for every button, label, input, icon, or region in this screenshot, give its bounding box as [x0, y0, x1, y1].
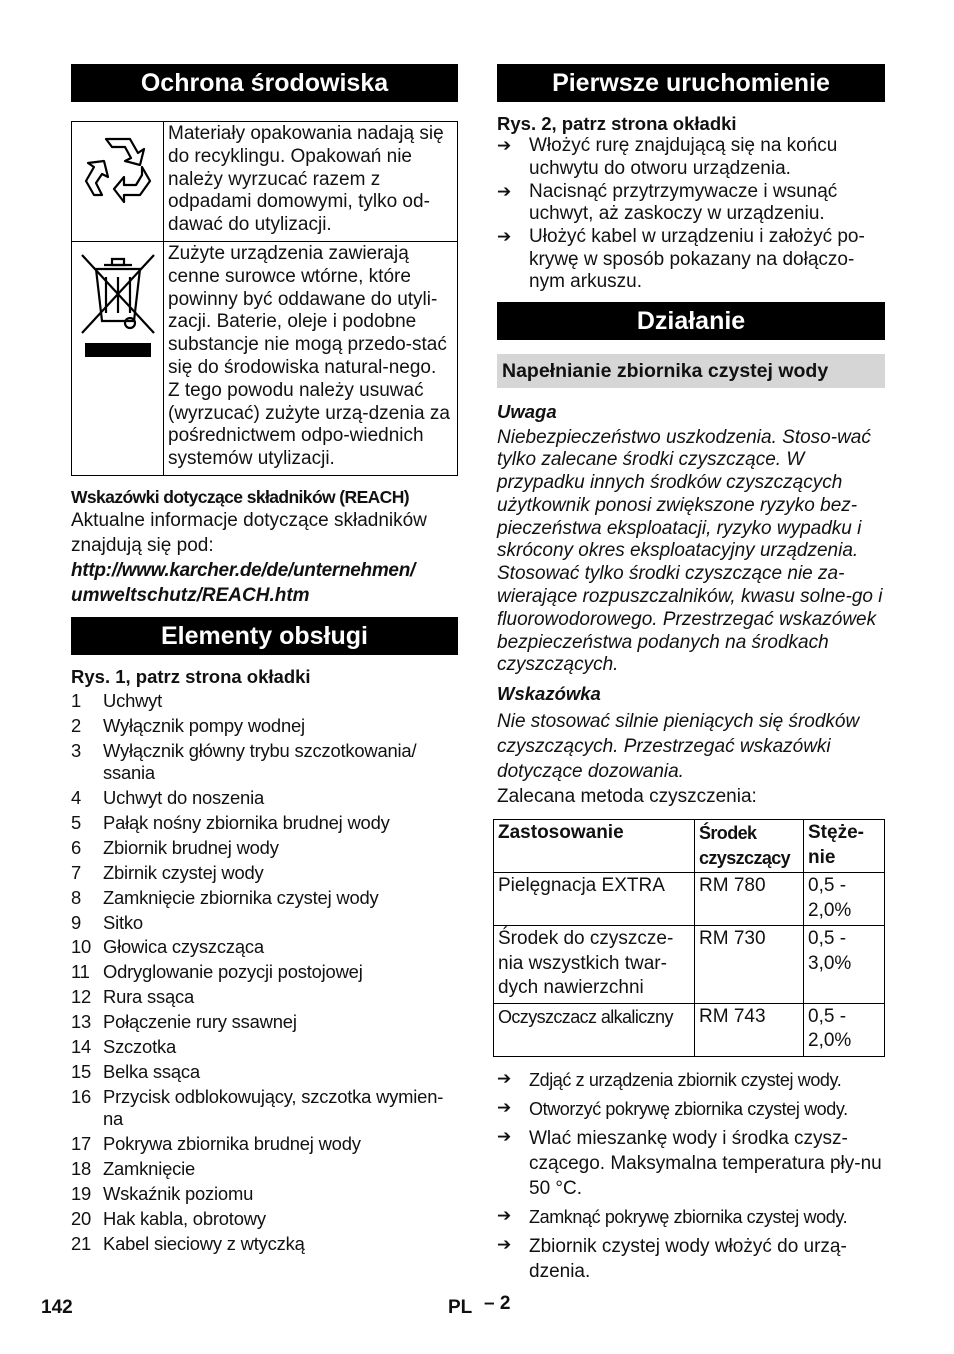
step-item [497, 135, 885, 180]
item-number: 12 [71, 986, 92, 1008]
table-cell: 0,5 - 3,0% [804, 926, 885, 1004]
list-item [71, 1061, 458, 1084]
item-label: Szczotka [103, 1036, 177, 1058]
list-item [71, 690, 458, 713]
item-label: Uchwyt [103, 689, 163, 711]
env-row-packaging [72, 122, 458, 242]
list-item [71, 986, 458, 1009]
item-label: Zbirnik czystej wody [103, 861, 264, 883]
table-cell: Środek do czyszcze-nia wszystkich twar-dych nawierzchni [494, 926, 695, 1004]
list-item [71, 812, 458, 835]
crossed-bin-icon [78, 251, 158, 361]
reach-block [71, 486, 458, 608]
step-text: Wlać mieszankę wody i środka czysz-czącego. Maksymalna temperatura pły-nu 50 °C. [529, 1127, 882, 1199]
arrow-right-icon: ➔ [497, 181, 512, 201]
step-text: Otworzyć pokrywę zbiornika czystej wody. [529, 1098, 848, 1119]
table-cell: RM 743 [695, 1003, 804, 1056]
env-icon-cell [72, 122, 164, 242]
step-item [497, 1068, 885, 1093]
item-label: Uchwyt do noszenia [103, 787, 264, 809]
step-text: Włożyć rurę znajdującą się na końcu uchwytu do otworu urządzenia. [529, 135, 838, 179]
page-subnumber: – 2 [484, 1293, 511, 1314]
list-item [71, 787, 458, 810]
table-header-concentration: Stęże-nie [804, 820, 885, 873]
item-number: 1 [71, 689, 82, 711]
note-label: Wskazówka [497, 683, 601, 705]
item-number: 13 [71, 1011, 92, 1033]
item-number: 2 [71, 714, 82, 736]
list-item [71, 1183, 458, 1206]
item-label: Zbiornik brudnej wody [103, 836, 279, 858]
arrow-right-icon: ➔ [497, 1068, 512, 1088]
left-column [71, 64, 458, 1258]
list-item [71, 912, 458, 935]
env-row-devices [72, 242, 458, 476]
step-item [497, 1234, 885, 1284]
item-number: 14 [71, 1036, 92, 1058]
list-item [71, 1158, 458, 1181]
reach-url-line-1[interactable]: http://www.karcher.de/de/unternehmen/ [71, 559, 415, 581]
list-item [71, 1036, 458, 1059]
item-label: Wskaźnik poziomu [103, 1183, 254, 1204]
page-footer [0, 1293, 954, 1323]
controls-section-title: Elementy obsługi [71, 617, 458, 655]
arrow-right-icon: ➔ [497, 1234, 512, 1254]
arrow-right-icon: ➔ [497, 136, 512, 155]
table-row [494, 1003, 885, 1056]
item-label: Wyłącznik pompy wodnej [103, 714, 305, 736]
step-text: Nacisnąć przytrzymywacze i wsunąć uchwyt, aż zaskoczy w urządzeniu. [529, 180, 838, 224]
right-column [497, 64, 885, 1288]
item-number: 16 [71, 1085, 92, 1107]
item-label: Pałąk nośny zbiornika brudnej wody [103, 812, 390, 834]
item-label: Odryglowanie pozycji postojowej [103, 961, 363, 983]
list-item [71, 740, 458, 785]
env-table [71, 121, 458, 476]
env-text-devices: Zużyte urządzenia zawierają cenne surowce wtórne, które powinny być oddawane do utyli-zacji. Baterie, oleje i podobne substancje nie mogą przedo-stać się do środowiska natural-nego. Z tego powodu należy usuwać (wyrzucać) zużyte urzą-dzenia za pośrednictwem odpo-wiednich systemów utylizacji. [164, 242, 458, 476]
list-item [71, 936, 458, 959]
table-cell: 0,5 - 2,0% [804, 873, 885, 926]
table-cell: Pielęgnacja EXTRA [494, 873, 695, 926]
note-text: Nie stosować silnie pieniących się środków czyszczących. Przestrzegać wskazówki dotyczące dozowania. [497, 711, 860, 783]
item-number: 3 [71, 739, 82, 761]
item-number: 19 [71, 1183, 92, 1204]
arrow-right-icon: ➔ [497, 227, 512, 246]
item-number: 21 [71, 1232, 92, 1254]
env-icon-cell [72, 242, 164, 476]
language-code: PL [448, 1297, 473, 1318]
step-item [497, 181, 885, 226]
operation-section-title: Działanie [497, 302, 885, 340]
list-item [71, 1233, 458, 1256]
table-cell: RM 780 [695, 873, 804, 926]
list-item [71, 961, 458, 984]
item-number: 9 [71, 911, 82, 933]
list-item [71, 1208, 458, 1231]
item-number: 11 [71, 961, 90, 983]
step-text: Zbiornik czystej wody włożyć do urzą-dzenia. [529, 1235, 847, 1282]
list-item [71, 862, 458, 885]
item-number: 5 [71, 812, 82, 834]
step-text: Zdjąć z urządzenia zbiornik czystej wody. [529, 1069, 842, 1090]
table-cell: RM 730 [695, 926, 804, 1004]
list-item [71, 887, 458, 910]
item-label: Wyłącznik główny trybu szczotkowania/ ssania [103, 739, 417, 784]
table-row [494, 926, 885, 1004]
reach-text: Aktualne informacje dotyczące składników znajdują się pod: [71, 509, 427, 556]
table-cell: Oczyszczacz alkaliczny [494, 1003, 695, 1056]
item-number: 20 [71, 1207, 92, 1229]
table-row [494, 873, 885, 926]
item-label: Zamknięcie zbiornika czystej wody [103, 886, 379, 908]
item-label: Sitko [103, 911, 143, 933]
step-text: Ułożyć kabel w urządzeniu i założyć po-krywę w sposób pokazany na dołączo-nym arkuszu. [529, 226, 865, 292]
item-label: Kabel sieciowy z wtyczką [103, 1232, 305, 1254]
step-item [497, 1126, 885, 1201]
arrow-right-icon: ➔ [497, 1126, 512, 1146]
step-item [497, 226, 885, 294]
item-label: Przycisk odblokowujący, szczotka wymien-na [103, 1085, 444, 1130]
item-label: Połączenie rury ssawnej [103, 1011, 297, 1033]
reach-heading: Wskazówki dotyczące składników (REACH) [71, 486, 409, 507]
startup-figure-ref: Rys. 2, patrz strona okładki [497, 113, 737, 134]
arrow-right-icon: ➔ [497, 1097, 512, 1117]
caution-label: Uwaga [497, 400, 557, 422]
list-item [71, 715, 458, 738]
reach-url-line-2[interactable]: umweltschutz/REACH.htm [71, 584, 310, 606]
table-header-row [494, 820, 885, 873]
env-section-title: Ochrona środowiska [71, 64, 458, 102]
item-label: Rura ssąca [103, 986, 195, 1008]
item-label: Zamknięcie [103, 1158, 196, 1180]
controls-list [71, 690, 458, 1255]
item-number: 8 [71, 886, 82, 908]
item-label: Belka ssąca [103, 1060, 200, 1082]
fill-subsection-title: Napełnianie zbiornika czystej wody [497, 354, 885, 388]
env-text-packaging: Materiały opakowania nadają się do recyklingu. Opakowań nie należy wyrzucać razem z odpadami domowymi, tylko od-dawać do utylizacji. [164, 122, 458, 242]
fill-steps [497, 1068, 885, 1284]
item-label: Głowica czyszcząca [103, 936, 264, 958]
item-number: 18 [71, 1158, 92, 1180]
item-number: 10 [71, 936, 92, 958]
startup-steps [497, 135, 885, 294]
table-header-agent: Środek czyszczący [695, 820, 804, 873]
item-label: Pokrywa zbiornika brudnej wody [103, 1133, 361, 1155]
list-item [71, 1011, 458, 1034]
recommended-text: Zalecana metoda czyszczenia: [497, 786, 757, 808]
list-item [71, 1086, 458, 1131]
table-header-application: Zastosowanie [494, 820, 695, 873]
step-text: Zamknąć pokrywę zbiornika czystej wody. [529, 1206, 848, 1227]
cleaning-agents-table [493, 819, 885, 1057]
page-number: 142 [41, 1297, 73, 1318]
step-item [497, 1097, 885, 1122]
caution-text: Niebezpieczeństwo uszkodzenia. Stoso-wać tylko zalecane środki czyszczące. W przypadku innych środków czyszczących użytkownik ponosi zwiększone ryzyko bez-pieczeństwa eksploatacji, ryzyko wypadku i skrócony okres eksploatacyjny urządzenia. Stosować tylko środki czyszczące nie za-wierające rozpuszczalników, kwasu solne-go i fluorowodorowego. Przestrzegać wskazówek bezpieczeństwa podanych na środkach czyszczących. [497, 426, 883, 676]
step-item [497, 1205, 885, 1230]
item-number: 15 [71, 1060, 92, 1082]
item-number: 6 [71, 836, 82, 858]
table-cell: 0,5 - 2,0% [804, 1003, 885, 1056]
list-item [71, 837, 458, 860]
item-number: 17 [71, 1133, 92, 1155]
startup-section-title: Pierwsze uruchomienie [497, 64, 885, 102]
recycling-icon [80, 131, 156, 207]
item-number: 4 [71, 787, 82, 809]
item-number: 7 [71, 861, 82, 883]
arrow-right-icon: ➔ [497, 1205, 512, 1225]
controls-figure-ref: Rys. 1, patrz strona okładki [71, 665, 311, 687]
list-item [71, 1133, 458, 1156]
item-label: Hak kabla, obrotowy [103, 1207, 266, 1229]
